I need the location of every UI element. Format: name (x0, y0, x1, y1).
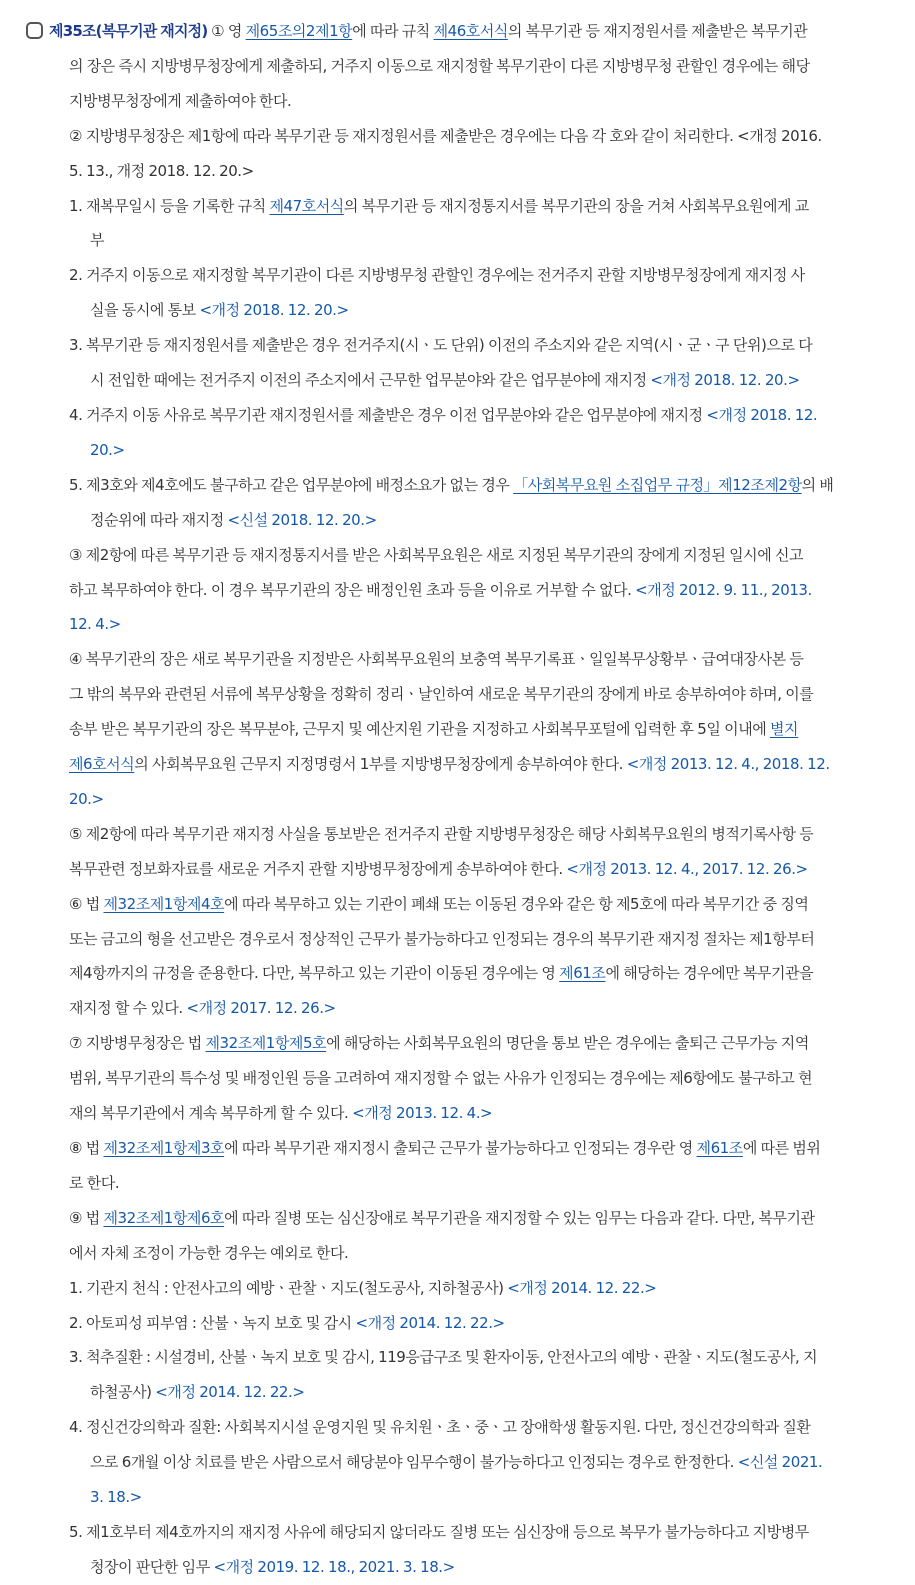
body-text: ⑤ 제2항에 따라 복무기관 재지정 사실을 통보받은 전거주지 관할 지방병무청장은 해당 사회복무요원의 병적기록사항 등 (69, 824, 814, 843)
body-text: 부 (90, 231, 105, 250)
law-reference-link[interactable]: 제32조제1항제5호 (205, 1034, 327, 1053)
text-line (26, 1410, 901, 1445)
revision-note: <개정 2018. 12. 20.> (199, 301, 349, 320)
text-line (26, 1131, 901, 1166)
body-text: 청장이 판단한 임무 (90, 1557, 214, 1576)
body-text: 재지정 할 수 있다. (69, 999, 187, 1018)
revision-note: 20.> (90, 440, 125, 459)
revision-note: <개정 2018. 12. (706, 405, 818, 424)
text-line (26, 538, 901, 573)
text-line (26, 782, 901, 817)
body-text: 4. 정신건강의학과 질환: 사회복지시설 운영지원 및 유치원ㆍ초ㆍ중ㆍ고 장애학생 활동지원. 다만, 정신건강의학과 질환 (69, 1418, 811, 1437)
text-line (26, 398, 901, 433)
text-line (26, 468, 901, 503)
body-text: 5. 13., 개정 2018. 12. 20.> (69, 161, 254, 180)
text-line (26, 14, 901, 49)
revision-note: <개정 2018. 12. 20.> (650, 371, 800, 390)
body-text: 에 따라 복무하고 있는 기관이 폐쇄 또는 이동된 경우와 같은 항 제5호에 따라 복무기간 중 징역 (224, 894, 809, 913)
revision-note: <개정 2013. 12. 4., 2017. 12. 26.> (566, 859, 808, 878)
body-text: 의 사회복무요원 근무지 지정명령서 1부를 지방병무청장에게 송부하여야 한다. (134, 755, 627, 774)
text-line (26, 1445, 901, 1480)
body-text: 복무관련 정보화자료를 새로운 거주지 관할 지방병무청장에게 송부하여야 한다. (69, 859, 567, 878)
text-line (26, 1375, 901, 1410)
body-text: 의 배 (801, 475, 834, 494)
revision-note: <신설 2018. 12. 20.> (227, 510, 377, 529)
text-line (26, 119, 901, 154)
text-line (26, 1340, 901, 1375)
revision-note: <신설 2021. (737, 1453, 823, 1472)
body-text: 에 따라 질병 또는 심신장애로 복무기관을 재지정할 수 있는 임무는 다음과 같다. 다만, 복무기관 (224, 1208, 815, 1227)
law-reference-link[interactable]: 제65조의2제1항 (245, 22, 353, 40)
body-text: 에 따라 복무기관 재지정시 출퇴근 근무가 불가능하다고 인정되는 경우란 영 (224, 1139, 697, 1157)
body-text: 에 해당하는 사회복무요원의 명단을 통보 받은 경우에는 출퇴근 근무가능 지역 (326, 1034, 809, 1053)
law-reference-link[interactable]: 제6호서식 (69, 755, 135, 774)
revision-note: <개정 2019. 12. 18., 2021. 3. 18.> (213, 1557, 455, 1576)
body-text: 범위, 복무기관의 특수성 및 배정인원 등을 고려하여 재지정할 수 없는 사유가 인정되는 경우에는 제6항에도 불구하고 현 (69, 1069, 813, 1088)
body-text: 시 전입한 때에는 전거주지 이전의 주소지에서 근무한 업무분야와 같은 업무분야에 재지정 (90, 371, 651, 390)
body-text: 제4항까지의 규정을 준용한다. 다만, 복무하고 있는 기관이 이동된 경우에는 영 (69, 964, 560, 983)
text-line (26, 328, 901, 363)
text-line (26, 747, 901, 782)
text-line (26, 258, 901, 293)
text-line (26, 84, 901, 119)
body-text: 의 복무기관 등 재지정통지서를 복무기관의 장을 거쳐 사회복무요원에게 교 (343, 196, 809, 215)
text-line (26, 1236, 901, 1271)
law-reference-link[interactable]: 제32조제1항제6호 (103, 1208, 225, 1227)
text-line (26, 1271, 901, 1306)
law-reference-link[interactable]: 제61조 (696, 1139, 743, 1157)
text-line (26, 1515, 901, 1550)
text-line (26, 642, 901, 677)
law-reference-link[interactable]: 「사회복무요원 소집업무 규정」제12조제2항 (513, 475, 802, 494)
body-text: 5. 제3호와 제4호에도 불구하고 같은 업무분야에 배정소요가 없는 경우 (69, 475, 514, 494)
article-checkbox[interactable] (26, 22, 43, 39)
body-text: ⑦ 지방병무청장은 법 (69, 1034, 206, 1053)
revision-note: <개정 2017. 12. 26.> (186, 999, 336, 1018)
body-text: 실을 동시에 통보 (90, 301, 200, 320)
text-line (26, 1550, 901, 1585)
body-text: ② 지방병무청장은 제1항에 따라 복무기관 등 재지정원서를 제출받은 경우에는 다음 각 호와 같이 처리한다. <개정 2016. (69, 126, 822, 145)
revision-note: <개정 2013. 12. 4., 2018. 12. (626, 755, 830, 774)
revision-note: <개정 2012. 9. 11., 2013. (635, 580, 812, 599)
law-reference-link[interactable]: 제46호서식 (433, 22, 508, 40)
article-title: 제35조(복무기관 재지정) (49, 22, 208, 40)
text-line (26, 223, 901, 258)
law-reference-link[interactable]: 제32조제1항제4호 (103, 894, 225, 913)
body-text: ⑥ 법 (69, 894, 104, 913)
body-text: 송부 받은 복무기관의 장은 복무분야, 근무지 및 예산지원 기관을 지정하고 사회복무포털에 입력한 후 5일 이내에 (69, 720, 770, 739)
body-text: 지방병무청장에게 제출하여야 한다. (69, 91, 292, 110)
text-line (26, 503, 901, 538)
text-line (26, 1201, 901, 1236)
revision-note: 3. 18.> (90, 1488, 142, 1507)
law-reference-link[interactable]: 제61조 (559, 964, 606, 983)
body-text: 3. 복무기관 등 재지정원서를 제출받은 경우 전거주지(시ㆍ도 단위) 이전의 주소지와 같은 지역(시ㆍ군ㆍ구 단위)으로 다 (69, 336, 813, 355)
text-line (26, 1306, 901, 1341)
body-text: 그 밖의 복무와 관련된 서류에 복무상황을 정확히 정리ㆍ날인하여 새로운 복무기관의 장에게 바로 송부하여야 하며, 이를 (69, 685, 814, 704)
text-line (26, 189, 901, 224)
body-text: 5. 제1호부터 제4호까지의 재지정 사유에 해당되지 않더라도 질병 또는 심신장애 등으로 복무가 불가능하다고 지방병무 (69, 1522, 809, 1541)
body-text: 의 장은 즉시 지방병무청장에게 제출하되, 거주지 이동으로 재지정할 복무기관이 다른 지방병무청 관할인 경우에는 해당 (69, 56, 810, 75)
body-text: 의 복무기관 등 재지정원서를 제출받은 복무기관 (507, 22, 808, 40)
law-reference-link[interactable]: 제47호서식 (269, 196, 344, 215)
text-line (26, 293, 901, 328)
body-text: 에 따른 범위 (742, 1139, 821, 1157)
text-line (26, 922, 901, 957)
body-text: 3. 척추질환 : 시설경비, 산불ㆍ녹지 보호 및 감시, 119응급구조 및 환자이동, 안전사고의 예방ㆍ관찰ㆍ지도(철도공사, 지 (69, 1348, 818, 1367)
body-text: 1. 기관지 천식 : 안전사고의 예방ㆍ관찰ㆍ지도(철도공사, 지하철공사) (69, 1278, 508, 1297)
law-reference-link[interactable]: 제32조제1항제3호 (103, 1139, 225, 1157)
revision-note: 20.> (69, 789, 104, 808)
body-text: 또는 금고의 형을 선고받은 경우로서 정상적인 근무가 불가능하다고 인정되는 경우의 복무기관 재지정 절차는 제1항부터 (69, 929, 815, 948)
body-text: 에 따라 규칙 (352, 22, 434, 40)
body-text: 2. 아토피성 피부염 : 산불ㆍ녹지 보호 및 감시 (69, 1313, 356, 1332)
law-reference-link[interactable]: 별지 (770, 720, 799, 739)
revision-note: 12. 4.> (69, 615, 121, 634)
body-text: 1. 재복무일시 등을 기록한 규칙 (69, 196, 270, 215)
body-text: 하철공사) (90, 1383, 156, 1402)
body-text: 에 해당하는 경우에만 복무기관을 (605, 964, 814, 983)
body-text: 하고 복무하여야 한다. 이 경우 복무기관의 장은 배정인원 초과 등을 이유로 거부할 수 없다. (69, 580, 636, 599)
text-line (26, 887, 901, 922)
body-text: ③ 제2항에 따른 복무기관 등 재지정통지서를 받은 사회복무요원은 새로 지정된 복무기관의 장에게 지정된 일시에 신고 (69, 545, 804, 564)
body-text: 에서 자체 조정이 가능한 경우는 예외로 한다. (69, 1243, 349, 1262)
text-line (26, 991, 901, 1026)
body-text: ⑨ 법 (69, 1208, 104, 1227)
text-line (26, 1026, 901, 1061)
text-line (26, 677, 901, 712)
text-line (26, 49, 901, 84)
body-text: 정순위에 따라 재지정 (90, 510, 228, 529)
text-line (26, 852, 901, 887)
text-line (26, 1061, 901, 1096)
body-text: ⑧ 법 (69, 1139, 104, 1157)
text-line (26, 573, 901, 608)
revision-note: <개정 2013. 12. 4.> (352, 1104, 493, 1123)
revision-note: <개정 2014. 12. 22.> (355, 1313, 505, 1332)
body-text: ① 영 (207, 22, 246, 40)
text-line (26, 956, 901, 991)
text-line (26, 363, 901, 398)
body-text: 2. 거주지 이동으로 재지정할 복무기관이 다른 지방병무청 관할인 경우에는 전거주지 관할 지방병무청장에게 재지정 사 (69, 266, 805, 285)
text-line (26, 1166, 901, 1201)
revision-note: <개정 2014. 12. 22.> (155, 1383, 305, 1402)
body-text: ④ 복무기관의 장은 새로 복무기관을 지정받은 사회복무요원의 보충역 복무기록표ㆍ일일복무상황부ㆍ급여대장사본 등 (69, 650, 804, 669)
body-text: 으로 6개월 이상 치료를 받은 사람으로서 해당분야 임무수행이 불가능하다고 인정되는 경우로 한정한다. (90, 1453, 738, 1472)
text-line (26, 154, 901, 189)
body-text: 4. 거주지 이동 사유로 복무기관 재지정원서를 제출받은 경우 이전 업무분야와 같은 업무분야에 재지정 (69, 405, 707, 424)
text-line (26, 1480, 901, 1515)
text-line (26, 712, 901, 747)
revision-note: <개정 2014. 12. 22.> (507, 1278, 657, 1297)
body-text: 로 한다. (69, 1173, 120, 1192)
text-line (26, 607, 901, 642)
text-line (26, 817, 901, 852)
body-text: 재의 복무기관에서 계속 복무하게 할 수 있다. (69, 1104, 353, 1123)
text-line (26, 1096, 901, 1131)
text-line (26, 433, 901, 468)
